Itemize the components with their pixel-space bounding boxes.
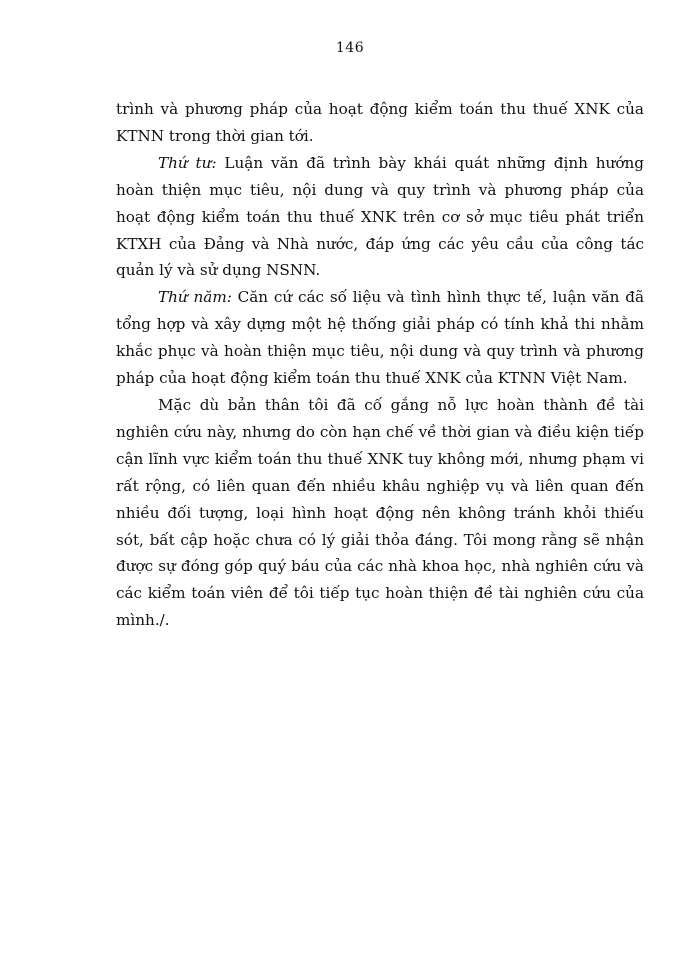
paragraph-thu-tu <box>116 150 644 285</box>
paragraph-text-thu-tu: Luận văn đã trình bày khái quát những định hướng hoàn thiện mục tiêu, nội dung và quy trình và phương pháp của hoạt động kiểm toán thu thuế XNK trên cơ sở mục tiêu phát triển KTXH của Đảng và Nhà nước, đáp ứng các yêu cầu của công tác quản lý và sử dụng NSNN. <box>116 153 644 280</box>
paragraph-thu-nam <box>116 284 644 392</box>
page-number: 146 <box>335 40 365 56</box>
paragraph-text-thu-nam: Căn cứ các số liệu và tình hình thực tế, luận văn đã tổng hợp và xây dựng một hệ thống giải pháp có tính khả thi nhằm khắc phục và hoàn thiện mục tiêu, nội dung và quy trình và phương pháp của hoạt động kiểm toán thu thuế XNK của KTNN Việt Nam. <box>116 288 644 388</box>
document-body <box>116 96 644 634</box>
paragraph-lead-thu-tu: Thứ tư: <box>158 153 217 172</box>
paragraph-lead-thu-nam: Thứ năm: <box>158 288 232 307</box>
paragraph-conclusion: Mặc dù bản thân tôi đã cố gắng nỗ lực hoàn thành đề tài nghiên cứu này, nhưng do còn hạn chế về thời gian và điều kiện tiếp cận lĩnh vực kiểm toán thu thuế XNK tuy không mới, nhưng phạm vi rất rộng, có liên quan đến nhiều khâu nghiệp vụ và liên quan đến nhiều đối tượng, loại hình hoạt động nên không tránh khỏi thiếu sót, bất cập hoặc chưa có lý giải thỏa đáng. Tôi mong rằng sẽ nhận được sự đóng góp quý báu của các nhà khoa học, nhà nghiên cứu và các kiểm toán viên để tôi tiếp tục hoàn thiện đề tài nghiên cứu của mình./. <box>116 395 644 630</box>
paragraph-continuation: trình và phương pháp của hoạt động kiểm toán thu thuế XNK của KTNN trong thời gian tới. <box>116 100 644 145</box>
